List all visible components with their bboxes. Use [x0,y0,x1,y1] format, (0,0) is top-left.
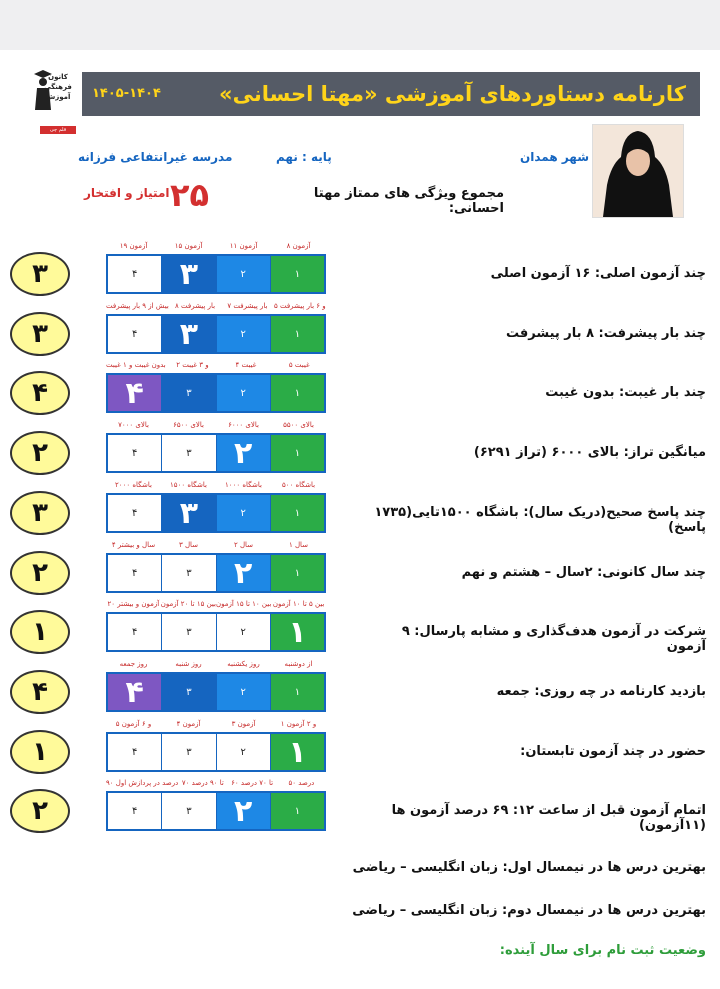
level-grid [106,672,326,712]
level-grid [106,553,326,593]
level-cell-2: ۲ [216,555,270,591]
level-label: روز جمعه [119,660,148,668]
level-label: بین ۵ تا ۱۰ آزمون [272,600,325,608]
best-subjects-first-term: بهترین درس ها در نیمسال اول: زبان انگلیسی – ریاضی [352,860,706,875]
level-label: ۳ سال [178,541,199,549]
level-cell-2: ۲ [216,793,270,829]
level-label: ۸ بار پیشرفت [174,302,216,310]
level-labels [106,660,326,672]
level-cell-2: ۲ [216,435,270,471]
achievement-row [0,479,720,539]
level-cell-4: ۴ [108,435,161,471]
level-cell-3: ۳ [161,316,215,352]
level-label: بالای ۶۰۰۰ [228,421,259,429]
level-labels [106,302,326,314]
level-label: ۱۹ آزمون [119,242,148,250]
level-labels [106,361,326,373]
score-badge: ۳ [10,312,70,356]
achievement-row [0,718,720,778]
level-label: روز شنبه [175,660,202,668]
achievement-row [0,598,720,658]
summary-title: مجموع ویژگی های ممتاز مهتا احسانی: [313,186,504,216]
achievement-question: شرکت در آزمون هدف‌گذاری و مشابه پارسال: ۹ آزمون [401,624,706,654]
level-cell-4: ۴ [108,734,161,770]
registration-status: وضعیت ثبت نام برای سال آینده: [499,943,706,958]
level-cell-4: ۴ [108,256,161,292]
achievement-question: چند سال کانونی: ۲سال – هشتم و نهم [461,565,706,580]
level-cell-4: ۴ [108,495,161,531]
level-cell-3: ۳ [161,495,215,531]
level-grid [106,791,326,831]
level-cell-3: ۳ [161,375,215,411]
level-label: باشگاه ۱۵۰۰ [170,481,207,489]
level-labels [106,600,326,612]
level-cell-3: ۳ [161,256,215,292]
achievement-row [0,539,720,599]
level-cell-1: ۱ [270,256,324,292]
achievement-row [0,658,720,718]
level-cell-4: ۴ [108,555,161,591]
level-label: بالای ۵۵۰۰ [283,421,314,429]
level-labels [106,481,326,493]
level-cell-1: ۱ [270,614,324,650]
score-badge: ۲ [10,551,70,595]
level-grid [106,732,326,772]
level-grid [106,254,326,294]
level-cell-1: ۱ [270,555,324,591]
level-label: ۴ آزمون [176,720,201,728]
academic-years: ۱۴۰۵-۱۴۰۴ [92,86,161,101]
level-cell-4: ۴ [108,375,161,411]
best-subjects-second-term: بهترین درس ها در نیمسال دوم: زبان انگلیسی – ریاضی [352,903,706,918]
level-cell-2: ۲ [216,674,270,710]
level-label: ۳ آزمون [231,720,256,728]
level-labels [106,541,326,553]
level-cell-2: ۲ [216,375,270,411]
achievement-row [0,359,720,419]
level-label: ۱۵ آزمون [174,242,203,250]
logo-subtext: قلم چی [40,126,76,134]
level-label: بالای ۶۵۰۰ [173,421,204,429]
score-badge: ۲ [10,789,70,833]
kanoon-logo [16,68,76,140]
logo-text: کانون فرهنگی آموزش [44,73,72,101]
level-cell-4: ۴ [108,614,161,650]
score-badge: ۱ [10,610,70,654]
level-label: ۵ و ۶ بار پیشرفت [273,302,326,310]
level-grid [106,373,326,413]
level-label: ۷۰ تا ۹۰ درصد [181,779,224,787]
achievement-question: چند آزمون اصلی: ۱۶ آزمون اصلی [490,266,706,281]
achievement-row [0,240,720,300]
level-label: بین ۱۵ تا ۲۰ آزمون [160,600,216,608]
student-photo [592,124,684,218]
level-label: باشگاه ۵۰۰ [281,481,316,489]
level-label: باشگاه ۱۰۰۰ [225,481,262,489]
level-label: ۱ سال [288,541,309,549]
level-label: باشگاه ۲۰۰۰ [115,481,152,489]
achievement-question: چند پاسخ صحیح(دریک سال): باشگاه ۱۵۰۰تایی(۱۷۳۵ پاسخ) [374,505,706,535]
level-label: ۲ و ۳ غیبت [176,361,209,369]
level-label: ۱ و ۲ آزمون [280,720,317,728]
level-cell-2: ۲ [216,734,270,770]
achievement-question: چند بار غیبت: بدون غیبت [545,385,706,400]
achievement-question: میانگین تراز: بالای ۶۰۰۰ (تراز ۶۲۹۱) [473,445,706,460]
level-cell-1: ۱ [270,793,324,829]
achievement-row [0,300,720,360]
level-labels [106,720,326,732]
level-cell-3: ۳ [161,674,215,710]
level-cell-3: ۳ [161,734,215,770]
level-labels [106,421,326,433]
level-label: ۸ آزمون [286,242,311,250]
level-cell-3: ۳ [161,435,215,471]
level-label: بدون غیبت و ۱ غیبت [106,361,166,369]
level-label: ۵ و ۶ آزمون [115,720,152,728]
level-cell-1: ۱ [270,316,324,352]
total-points: ۲۵ [170,176,210,214]
level-cell-2: ۲ [216,316,270,352]
achievement-question: حضور در چند آزمون تابستان: [520,744,706,759]
level-grid [106,493,326,533]
level-cell-1: ۱ [270,375,324,411]
score-badge: ۲ [10,431,70,475]
level-cell-3: ۳ [161,614,215,650]
score-badge: ۴ [10,371,70,415]
level-cell-2: ۲ [216,614,270,650]
level-labels [106,779,326,791]
level-cell-4: ۴ [108,674,161,710]
level-label: بالای ۷۰۰۰ [118,421,149,429]
level-label: ۵۰ درصد [288,779,315,787]
level-labels [106,242,326,254]
level-label: ۵ غیبت [288,361,310,369]
level-label: بیش از ۹ بار پیشرفت [105,302,169,310]
report-title: کارنامه دستاوردهای آموزشی «مهتا احسانی» [219,82,686,106]
level-label: روز یکشنبه [227,660,260,668]
level-cell-4: ۴ [108,793,161,829]
level-label: بین ۱۰ تا ۱۵ آزمون [216,600,272,608]
level-label: ۲ سال [233,541,254,549]
score-badge: ۳ [10,491,70,535]
level-label: ۴ غیبت [235,361,257,369]
report-header [82,72,700,116]
level-label: ۶۰ تا ۷۰ درصد [231,779,274,787]
achievement-row [0,419,720,479]
level-label: ۹۰ درصد در پردازش اول [106,779,179,787]
achievement-question: اتمام آزمون قبل از ساعت ۱۲: ۶۹ درصد آزمون ها (۱۱آزمون) [391,803,706,833]
level-cell-4: ۴ [108,316,161,352]
level-cell-2: ۲ [216,495,270,531]
level-label: ۱۱ آزمون [229,242,258,250]
achievement-question: بازدید کارنامه در چه روزی: جمعه [496,684,706,699]
level-cell-1: ۱ [270,734,324,770]
student-grade: پایه : نهم [276,150,332,164]
level-cell-2: ۲ [216,256,270,292]
level-cell-1: ۱ [270,435,324,471]
level-cell-1: ۱ [270,674,324,710]
top-status-bar [0,0,720,50]
level-cell-1: ۱ [270,495,324,531]
score-badge: ۴ [10,670,70,714]
level-cell-3: ۳ [161,555,215,591]
achievement-question: چند بار پیشرفت: ۸ بار پیشرفت [505,326,706,341]
total-points-label: امتیاز و افتخار [84,186,170,200]
level-label: ۷ بار پیشرفت [227,302,268,310]
level-label: ۴ سال و بیشتر [111,541,156,549]
level-cell-3: ۳ [161,793,215,829]
score-badge: ۳ [10,252,70,296]
student-city: شهر همدان [520,150,590,164]
level-label: از دوشنبه [284,660,313,668]
level-grid [106,612,326,652]
student-school: مدرسه غیرانتفاعی فرزانه [78,150,233,164]
level-grid [106,433,326,473]
score-badge: ۱ [10,730,70,774]
level-label: ۲۰ آزمون و بیشتر [107,600,160,608]
level-grid [106,314,326,354]
achievement-row [0,777,720,837]
